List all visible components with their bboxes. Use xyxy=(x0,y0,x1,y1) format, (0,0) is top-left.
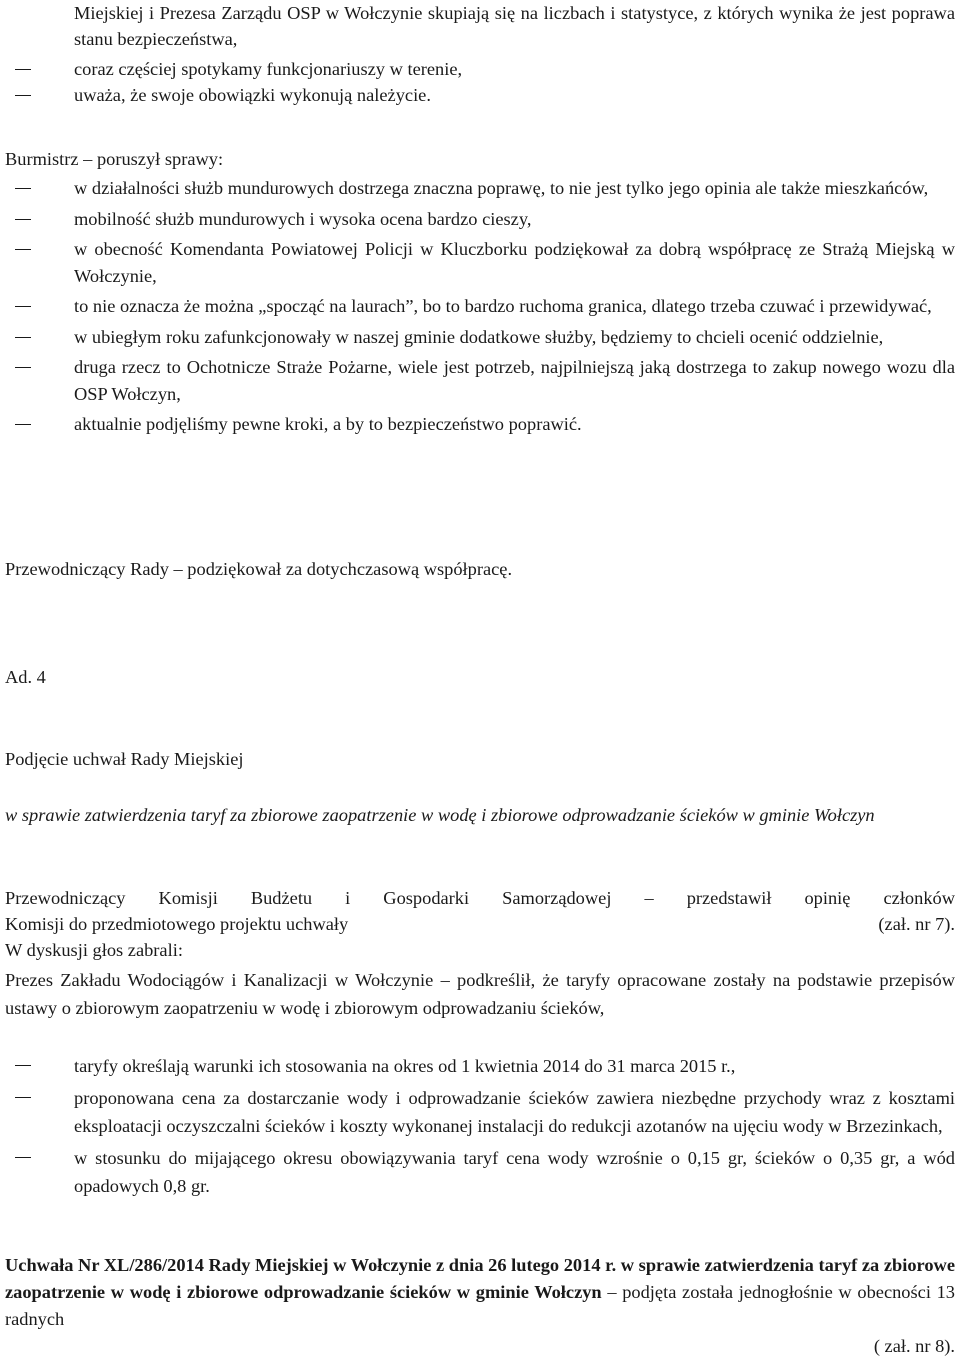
resolution-paragraph xyxy=(5,1252,955,1333)
list-item: coraz częściej spotykamy funkcjonariuszy w terenie, xyxy=(5,56,955,82)
komisja-line2: Komisji do przedmiotowego projektu uchwały xyxy=(5,914,349,934)
prezes-list xyxy=(5,1052,955,1200)
list-item: mobilność służb mundurowych i wysoka ocena bardzo cieszy, xyxy=(5,206,955,233)
intro-paragraph: Miejskiej i Prezesa Zarządu OSP w Wołczynie skupiają się na liczbach i statystyce, z których wynika że jest poprawa stanu bezpieczeństwa, xyxy=(74,3,955,49)
list-item: w działalności służb mundurowych dostrzega znaczna poprawę, to nie jest tylko jego opinia ale także mieszkańców, xyxy=(5,175,955,202)
section-title: Podjęcie uchwał Rady Miejskiej xyxy=(5,749,244,769)
resolution-title: Uchwała Nr XL/286/2014 Rady Miejskiej w Wołczynie z dnia 26 lutego 2014 r. w sprawie zatwierdzenia taryf za zbiorowe zaopatrzenie w wodę i zbiorowe odprowadzanie ścieków w gminie Wołczyn xyxy=(5,1255,955,1302)
list-item: druga rzecz to Ochotnicze Straże Pożarne, wiele jest potrzeb, najpilniejszą jaką dostrzega to zakup nowego wozu dla OSP Wołczyn, xyxy=(5,354,955,407)
list-item: to nie oznacza że można „spocząć na laurach”, bo to bardzo ruchoma granica, dlatego trzeba czuwać i przewidywać, xyxy=(5,293,955,320)
attachment-ref-7: (zał. nr 7). xyxy=(878,914,955,934)
list-item: w obecność Komendanta Powiatowej Policji w Kluczborku podziękował za dobrą współpracę ze Strażą Miejską w Wołczynie, xyxy=(5,236,955,289)
intro-list xyxy=(5,56,955,108)
list-item: w stosunku do mijającego okresu obowiązywania taryf cena wody wzrośnie o 0,15 gr, ścieków o 0,35 gr, a wód opadowych 0,8 gr. xyxy=(5,1144,955,1200)
intro-block xyxy=(74,0,955,52)
attachment-ref-8: ( zał. nr 8). xyxy=(873,1336,955,1356)
resolution-subject: w sprawie zatwierdzenia taryf za zbiorowe zaopatrzenie w wodę i zbiorowe odprowadzanie ścieków w gminie Wołczyn xyxy=(5,805,875,825)
list-item: proponowana cena za dostarczanie wody i odprowadzanie ścieków zawiera niezbędne przychody wraz z kosztami eksploatacji oczyszczalni ścieków i koszty wykonanej instalacji do redukcji azotanów na ujęciu wody w Brzezinkach, xyxy=(5,1084,955,1140)
list-item: taryfy określają warunki ich stosowania na okres od 1 kwietnia 2014 do 31 marca 2015 r., xyxy=(5,1052,955,1080)
list-item: uważa, że swoje obowiązki wykonują należycie. xyxy=(5,82,955,108)
prezes-paragraph: Prezes Zakładu Wodociągów i Kanalizacji w Wołczynie – podkreślił, że taryfy opracowane zostały na podstawie przepisów ustawy o zbiorowym zaopatrzeniu w wodę i zbiorowym odprowadzaniu ścieków, xyxy=(5,970,955,1018)
burmistrz-list xyxy=(5,175,955,438)
list-item: aktualnie podjęliśmy pewne kroki, a by to bezpieczeństwo poprawić. xyxy=(5,411,955,438)
list-item: w ubiegłym roku zafunkcjonowały w naszej gminie dodatkowe służby, będziemy to chcieli ocenić oddzielnie, xyxy=(5,324,955,351)
przewodniczacy-thanks: Przewodniczący Rady – podziękował za dotychczasową współpracę. xyxy=(5,559,513,579)
komisja-line2-row xyxy=(5,911,955,937)
burmistrz-lead: Burmistrz – poruszył sprawy: xyxy=(5,149,224,169)
discussion-lead: W dyskusji głos zabrali: xyxy=(5,940,183,960)
komisja-line1: Przewodniczący Komisji Budżetu i Gospodarki Samorządowej – przedstawił opinię członków xyxy=(5,888,955,908)
resolution-result: – podjęta została jednogłośnie w obecności 13 radnych xyxy=(5,1282,955,1329)
agenda-item-label: Ad. 4 xyxy=(5,667,46,687)
